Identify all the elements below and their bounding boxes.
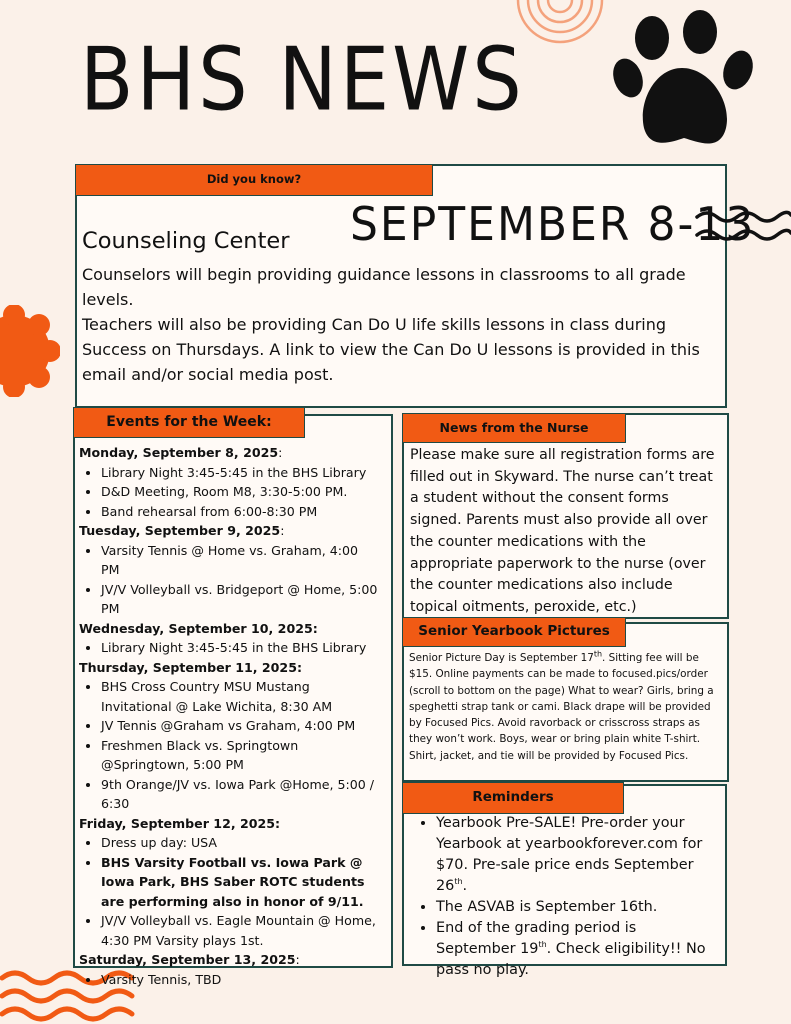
- event-item: • D&D Meeting, Room M8, 3:30-5:00 PM.: [101, 482, 379, 502]
- paw-print-icon: [610, 10, 760, 155]
- event-day-saturday: Saturday, September 13, 2025:: [79, 952, 300, 967]
- did-you-know-header: Did you know?: [75, 164, 433, 196]
- reminders-header: Reminders: [402, 782, 624, 814]
- event-item: • Freshmen Black vs. Springtown @Springtown, 5:00 PM: [101, 736, 379, 775]
- scalloped-circle-decoration: [0, 305, 60, 397]
- event-day-wednesday: Wednesday, September 10, 2025:: [79, 620, 318, 636]
- event-item: • BHS Cross Country MSU Mustang Invitational @ Lake Wichita, 8:30 AM: [101, 677, 379, 716]
- counseling-text: [82, 262, 714, 387]
- reminders-list: [410, 813, 716, 981]
- nurse-text: Please make sure all registration forms are filled out in Skyward. The nurse can’t treat a student without the consent forms signed. Parents must also provide all over the counter medications with the appropriate paperwork to the nurse (over the counter medications also include topical oitments, peroxide, etc.): [410, 447, 715, 615]
- counseling-paragraph-1: Counselors will begin providing guidance lessons in classrooms to all grade levels.: [82, 265, 686, 309]
- event-item: • Varsity Tennis @ Home vs. Graham, 4:00 PM: [101, 541, 379, 580]
- yearbook-header: Senior Yearbook Pictures: [402, 617, 626, 647]
- counseling-heading: Counseling Center: [82, 228, 290, 254]
- event-day-friday: Friday, September 12, 2025:: [79, 815, 281, 831]
- page-title: BHS NEWS: [80, 30, 525, 131]
- squiggle-decoration: [695, 207, 791, 247]
- event-item: • Dress up day: USA: [101, 833, 379, 853]
- event-item: • JV/V Volleyball vs. Bridgeport @ Home, 5:00 PM: [101, 580, 379, 619]
- event-item: • Library Night 3:45-5:45 in the BHS Library: [101, 463, 379, 483]
- events-list: [79, 443, 379, 989]
- event-day-thursday: Thursday, September 11, 2025:: [79, 659, 302, 675]
- event-item: • 9th Orange/JV vs. Iowa Park @Home, 5:00 / 6:30: [101, 775, 379, 814]
- events-header: Events for the Week:: [73, 407, 305, 438]
- event-day-monday: Monday, September 8, 2025:: [79, 445, 283, 460]
- reminder-item: • End of the grading period is September 19th. Check eligibility!! No pass no play.: [436, 918, 716, 981]
- event-item: • Library Night 3:45-5:45 in the BHS Library: [101, 638, 379, 658]
- event-item: • JV/V Volleyball vs. Eagle Mountain @ Home, 4:30 PM Varsity plays 1st.: [101, 911, 379, 950]
- event-item: • JV Tennis @Graham vs Graham, 4:00 PM: [101, 716, 379, 736]
- event-item: • Varsity Tennis, TBD: [101, 970, 379, 990]
- event-item: • BHS Varsity Football vs. Iowa Park @ Iowa Park, BHS Saber ROTC students are performing also in honor of 9/11.: [101, 853, 379, 912]
- concentric-arcs-decoration: [510, 0, 610, 50]
- reminder-item: • Yearbook Pre-SALE! Pre-order your Yearbook at yearbookforever.com for $70. Pre-sale price ends September 26th.: [436, 813, 716, 897]
- date-range: SEPTEMBER 8-13: [350, 198, 756, 252]
- counseling-paragraph-2: Teachers will also be providing Can Do U life skills lessons in class during Success on Thursdays. A link to view the Can Do U lessons is provided in this email and/or social media post.: [82, 315, 700, 384]
- nurse-header: News from the Nurse: [402, 413, 626, 443]
- reminder-item: • The ASVAB is September 16th.: [436, 897, 716, 918]
- yearbook-text: Senior Picture Day is September 17th. Sitting fee will be $15. Online payments can be made to focused.pics/order (scroll to bottom on the page) What to wear? Girls, bring a speghetti strap tank or cami. Black drape will be provided by Focused Pics. Avoid ravorback or crisscross straps as they won’t work. Boys, wear or bring plain white T-shirt. Shirt, jacket, and tie will be provided by Focused Pics.: [409, 649, 714, 762]
- event-item: • Band rehearsal from 6:00-8:30 PM: [101, 502, 379, 522]
- event-day-tuesday: Tuesday, September 9, 2025:: [79, 523, 285, 538]
